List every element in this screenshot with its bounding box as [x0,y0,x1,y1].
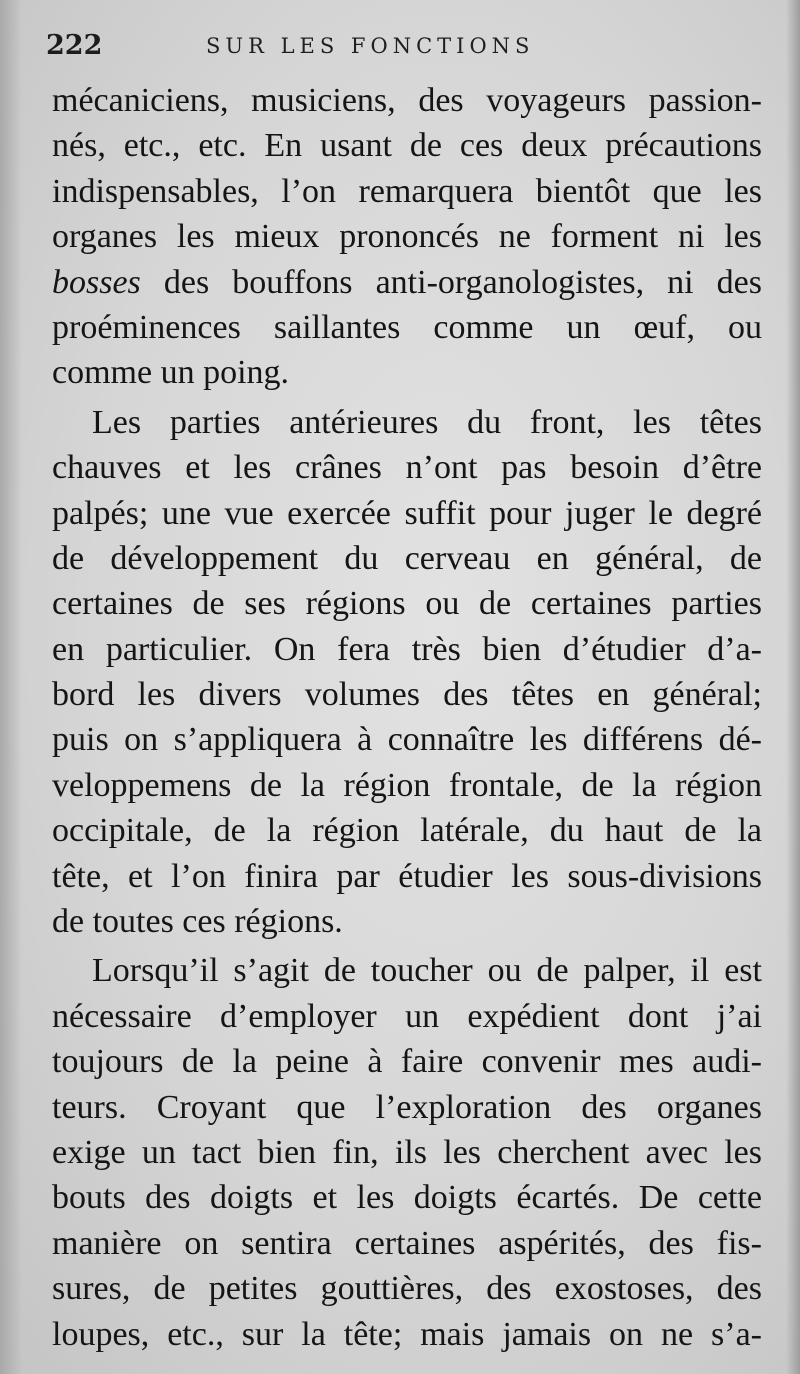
text-line-rest: des bouffons anti-organologistes, ni des [140,263,762,301]
italic-word: bosses [52,263,141,301]
running-head: SUR LES FONCTIONS [206,34,535,58]
text-line: occipitale, de la région latérale, du haut de la [52,812,762,850]
text-line: palpés; une vue exercée suffit pour juger le degré [52,494,762,532]
text-line: exige un tact bien fin, ils les cherchent avec les [52,1133,762,1171]
page-number: 222 [46,30,103,61]
text-line: toujours de la peine à faire convenir mes audi- [52,1043,762,1081]
text-line: veloppemens de la région frontale, de la région [52,766,762,804]
text-line: organes les mieux prononcés ne forment ni les [52,218,762,256]
page-edge-shadow-left [0,0,22,1374]
text-line: sures, de petites gouttières, des exostoses, des [52,1270,762,1308]
text-line: loupes, etc., sur la tête; mais jamais on ne s’a- [52,1315,762,1353]
text-line: de développement du cerveau en général, de [52,539,762,577]
text-line: comme un poing. [52,354,290,392]
text-line: bord les divers volumes des têtes en général; [52,676,762,714]
text-line: de toutes ces régions. [52,903,343,941]
text-line: puis on s’appliquera à connaître les différens dé- [52,721,762,759]
page-header [46,30,754,70]
paragraph-first-line: Les parties antérieures du front, les têtes [92,403,762,441]
text-line: manière on sentira certaines aspérités, des fis- [52,1224,762,1262]
text-line: bouts des doigts et les doigts écartés. De cette [52,1179,762,1217]
body-text [52,78,762,1357]
text-line: nés, etc., etc. En usant de ces deux précautions [52,127,762,165]
text-line: teurs. Croyant que l’exploration des organes [52,1088,762,1126]
text-line: indispensables, l’on remarquera bientôt que les [52,172,762,210]
text-line: tête, et l’on finira par étudier les sous-divisions [52,857,762,895]
page-edge-shadow-right [786,0,800,1374]
text-line: en particulier. On fera très bien d’étudier d’a- [52,630,762,668]
text-line: nécessaire d’employer un expédient dont j’ai [52,997,762,1035]
paragraph-first-line: Lorsqu’il s’agit de toucher ou de palper, il est [92,952,762,990]
text-line: proéminences saillantes comme un œuf, ou [52,308,762,346]
text-line [52,260,762,305]
text-line: certaines de ses régions ou de certaines parties [52,585,762,623]
text-line: chauves et les crânes n’ont pas besoin d’être [52,449,762,487]
text-line: mécaniciens, musiciens, des voyageurs passion- [52,82,762,119]
